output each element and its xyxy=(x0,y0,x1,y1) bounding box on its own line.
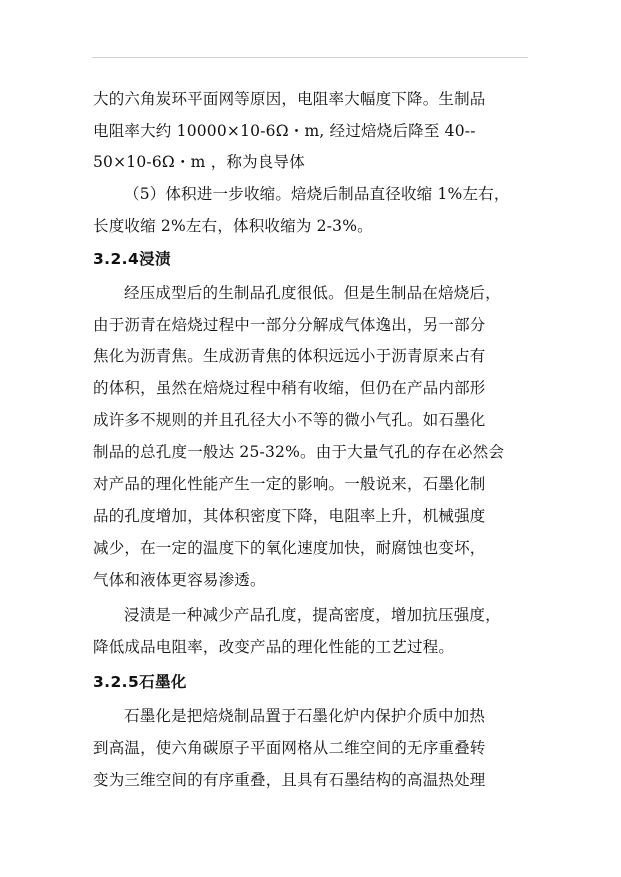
paragraph-line: 对产品的理化性能产生一定的影响。一般说来，石墨化制 xyxy=(93,475,486,493)
paragraph-line: 大的六角炭环平面网等原因，电阻率大幅度下降。生制品 xyxy=(93,90,486,108)
paragraph-line: （5）体积进一步收缩。焙烧后制品直径收缩 1%左右， xyxy=(124,185,510,203)
paragraph-line: 浸渍是一种减少产品孔度，提高密度，增加抗压强度， xyxy=(124,606,501,624)
paragraph-line: 由于沥青在焙烧过程中一部分分解成气体逸出，另一部分 xyxy=(93,316,486,334)
paragraph-line: 电阻率大约 10000×10-6Ω・m, 经过焙烧后降至 40-- xyxy=(93,122,476,140)
paragraph-line: 50×10-6Ω・m ，称为良导体 xyxy=(93,153,305,171)
paragraph-line: 长度收缩 2%左右，体积收缩为 2-3%。 xyxy=(93,217,373,235)
paragraph-line: 气体和液体更容易渗透。 xyxy=(93,571,266,589)
paragraph-line: 品的孔度增加，其体积密度下降，电阻率上升，机械强度 xyxy=(93,507,486,525)
paragraph-line: 的体积，虽然在焙烧过程中稍有收缩，但仍在产品内部形 xyxy=(93,379,486,397)
paragraph-line: 变为三维空间的有序重叠，且具有石墨结构的高温热处理 xyxy=(93,771,486,789)
header-rule xyxy=(92,57,528,58)
paragraph-line: 经压成型后的生制品孔度很低。但是生制品在焙烧后， xyxy=(124,284,501,302)
paragraph-line: 石墨化是把焙烧制品置于石墨化炉内保护介质中加热 xyxy=(124,707,486,725)
section-heading-3-2-5: 3.2.5石墨化 xyxy=(93,673,187,691)
paragraph-line: 到高温，使六角碳原子平面网格从二维空间的无序重叠转 xyxy=(93,739,486,757)
section-heading-3-2-4: 3.2.4浸渍 xyxy=(93,250,171,268)
paragraph-line: 降低成品电阻率，改变产品的理化性能的工艺过程。 xyxy=(93,638,455,656)
paragraph-line: 成许多不规则的并且孔径大小不等的微小气孔。如石墨化 xyxy=(93,411,486,429)
paragraph-line: 焦化为沥青焦。生成沥青焦的体积远远小于沥青原来占有 xyxy=(93,347,486,365)
paragraph-line: 减少，在一定的温度下的氧化速度加快，耐腐蚀也变坏， xyxy=(93,539,486,557)
paragraph-line: 制品的总孔度一般达 25-32%。由于大量气孔的存在必然会 xyxy=(93,443,505,461)
